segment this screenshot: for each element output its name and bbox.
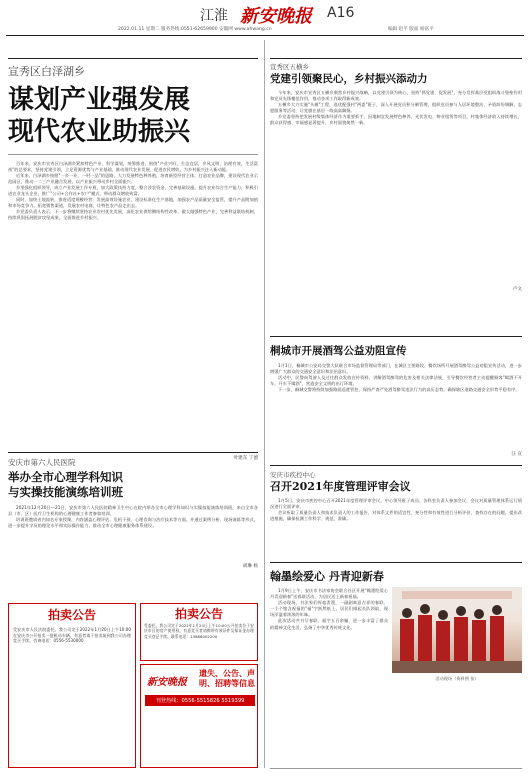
story-rule <box>270 58 522 59</box>
auction-ad-1 <box>8 603 136 768</box>
paragraph: 下一步，桐城交警将持续加强路面巡逻管控，保持严查严处酒驾醉驾违法行为的高压态势，确保辖区道路交通安全形势平稳有序。 <box>278 387 520 393</box>
story-body <box>8 505 258 563</box>
headline-line-2: 现代农业助振兴 <box>8 117 191 147</box>
byline: 胡琳 杨 <box>242 564 258 569</box>
story-body <box>270 90 522 286</box>
headline-divider <box>8 154 258 155</box>
ad-title: 拍卖公告 <box>47 608 96 622</box>
story-body <box>270 363 522 451</box>
photo-scene-graphic <box>392 587 522 673</box>
paragraph: 乡党委坚持把发展村级集体经济作为重要抓手，因地制宜发展特色种养、光伏发电、物业租赁等项目，村集体经济收入持续增长，群众获得感、幸福感显著提升，乡村面貌焕然一新。 <box>270 114 522 126</box>
auction-ad-2 <box>140 603 258 661</box>
headline-line-1: 举办全市心理学科知识 <box>8 470 123 484</box>
paragraph: 1月5日，安庆市疾控中心召开2021年度管理评审会议，中心领导班子成员、各科室负责人参加会议，会议对质量管理体系运行情况进行全面评审。 <box>270 498 522 510</box>
story-rule <box>270 336 522 337</box>
masthead <box>0 0 530 38</box>
paragraph: 同时，加快土地流转，推进适度规模经营，发展高效设施农业，建设标准化生产基地，加强农产品质量安全监管，提升产品附加值和市场竞争力，拓宽销售渠道，发展农村电商，让特色农产品走出去。 <box>8 197 258 209</box>
paragraph: 1月1日，桐城市公安局交警大队联合市场监督管理局等部门，在城区主要路段、餐饮场所开展酒驾醉驾公益劝阻宣传活动，进一步增强广大群众的交通安全意识和法治意识。 <box>270 363 522 375</box>
paragraph: 五横乡大力实施"头雁"工程，选优配强村"两委"班子，深入开展党员积分制管理，组织党员参与人居环境整治、矛盾纠纷调解、志愿服务等活动，让党旗在基层一线高高飘扬。 <box>270 102 522 114</box>
column-divider <box>264 40 265 768</box>
classified-ad <box>140 664 258 768</box>
headline: 召开2021年度管理评审会议 <box>270 480 411 493</box>
ad-title: 拍卖公告 <box>174 607 223 621</box>
paragraph: 近年来，白泽湖乡按照"一乡一业，一村一品"的思路，大力发展特色种养殖，培育新型经营主体，打造农业品牌，建设现代农业示范园区，推动一二三产业融合发展，以产业振兴带动乡村全面振兴。 <box>8 172 258 184</box>
byline: 卢文 <box>512 287 522 292</box>
headline: 党建引领聚民心，乡村振兴添动力 <box>270 73 428 85</box>
story-body <box>8 161 258 453</box>
headline: 翰墨绘爱心 丹青迎新春 <box>270 570 384 583</box>
paragraph: 会议听取了质量负责人和技术负责人的工作报告，对体系文件的适宜性、充分性和有效性进行分析评价，查找存在的问题，提出改进措施，确保检测工作科学、规范、准确。 <box>270 510 522 522</box>
story-body <box>270 588 388 738</box>
paragraph: 活动现场，书法家们挥毫泼墨，一副副寓意吉祥的春联、一个个饱含祝福的"福"字跃然纸上，居民们排起长队领取，现场洋溢着浓浓的年味。 <box>270 600 388 618</box>
page-number: A16 <box>327 5 355 21</box>
headline-line-1: 谋划产业强发展 <box>8 85 191 115</box>
byline: 汪 宣 <box>511 452 522 457</box>
paragraph: 此次活动共书写春联、福字五百余幅，进一步丰富了群众的精神文化生活，弘扬了中华优秀传统文化。 <box>270 618 388 630</box>
story-kicker: 安庆市疾控中心 <box>270 471 316 479</box>
byline: 叶建东 丁德 <box>233 455 258 461</box>
story-kicker: 宣秀区五横乡 <box>270 63 309 71</box>
paragraph: 乡党委负责人表示，下一步将继续坚持农业农村优先发展，深化农业供给侧结构性改革，做大做强特色产业，完善利益联结机制，持续巩固拓展脱贫攻坚成果，全面推进乡村振兴。 <box>8 209 258 221</box>
left-story-1 <box>8 40 258 461</box>
ad-text: 受委托，我公司定于2022年1月24日上午10:00公开拍卖位于安庆市区的房产使用权，有意竞买者请携带有效证件及保证金办理竞买登记手续。联系电话：13866002200 <box>144 623 254 639</box>
right-story-1 <box>270 40 522 292</box>
footer-rule <box>270 768 522 769</box>
left-story-2 <box>8 452 258 569</box>
date-line: 2022.01.11 星期二 服务热线:0551-62659900 安徽网 www.ahwang.cn <box>118 27 272 32</box>
story-rule <box>8 452 258 453</box>
paragraph: 活动中，民警向驾驶人及过往群众发放宣传资料，讲解酒驾醉驾的危害及相关法律法规，引导餐饮经营者主动提醒顾客"喝酒不开车，开车不喝酒"，营造安全文明的出行环境。 <box>270 375 522 387</box>
paragraph: 1月9日上午，安庆市书法家协会联合社区开展"翰墨绘爱心 丹青迎新春"送春联活动，为居民送上新春祝福。 <box>270 588 388 600</box>
editor-line: 编辑 赵平 版面 杨富平 <box>388 27 434 32</box>
story-rule <box>270 465 522 466</box>
headline-line-2: 与实操技能演练培训班 <box>8 485 123 499</box>
paragraph: 乡里强化组织领导，成立产业发展工作专班，加大政策扶持力度，整合涉农资金，完善基础设施，提升农业综合生产能力，积极引进农业龙头企业，推广"公司+合作社+农户"模式，带动群众增收致富。 <box>8 184 258 196</box>
paragraph: 2021年12月20日—21日，安庆市第六人民医院精神卫生中心在院内举办全市心理学科知识与实操技能演练培训班，来自全市各县（市、区）医疗卫生机构的心理健康工作者参加培训。 <box>8 505 258 517</box>
right-story-3 <box>270 465 522 556</box>
ad-text: 受安庆市人民法院委托，我公司定于2022年1月20日上午10:00在安庆市公开拍卖一批机动车辆，有意者请于拍卖前到我公司办理竞买手续。咨询电话：0556-5530000 <box>13 627 131 644</box>
ad-brand: 新安晚报 <box>147 677 187 688</box>
story-kicker: 宣秀区白泽湖乡 <box>8 65 85 78</box>
story-rule <box>8 58 258 59</box>
paragraph: 百年来，安庆市宣秀区白泽湖乡紧扣特色产业，科学谋划，统筹推进，围绕"产业兴旺，生态宜居，乡风文明，治理有效，生活富裕"的总要求，坚持党建引领，立足资源优势与产业基础，推动现代农业发展，促进农民增收，为乡村振兴注入新动能。 <box>8 160 258 172</box>
headline: 桐城市开展酒驾公益劝阻宣传 <box>270 345 407 357</box>
photo-caption: 活动现场（资料图 张） <box>435 676 479 681</box>
ad-headline: 遗失、公告、声明、招聘等信息 <box>199 669 255 688</box>
ad-phone: 刊登热线：0556-5515826 5519399 <box>145 695 255 706</box>
story-rule <box>270 562 522 563</box>
paragraph: 培训班邀请省内知名专家授课，内容涵盖心理评估、危机干预、心理咨询与治疗技术等方面，并通过案例分析、现场演练等形式，进一步提升学员的理论水平和实际操作能力，推动全市心理健康服务体系建设。 <box>8 517 258 529</box>
paragraph: 今年来，安庆市宣秀区五横乡聚焦乡村振兴战略，以党建引领为核心，坚持"抓党建、促发展"，充分发挥基层党组织战斗堡垒作用和党员先锋模范作用，推动各项工作取得新成效。 <box>270 90 522 102</box>
story-kicker: 安庆市第六人民医院 <box>8 458 76 467</box>
paper-logo: 新安晚报 <box>240 6 312 27</box>
story-body <box>270 498 522 556</box>
news-photo <box>392 587 522 673</box>
masthead-rule <box>6 35 524 36</box>
right-story-2 <box>270 336 522 457</box>
section-name: 江淮 <box>200 8 228 24</box>
